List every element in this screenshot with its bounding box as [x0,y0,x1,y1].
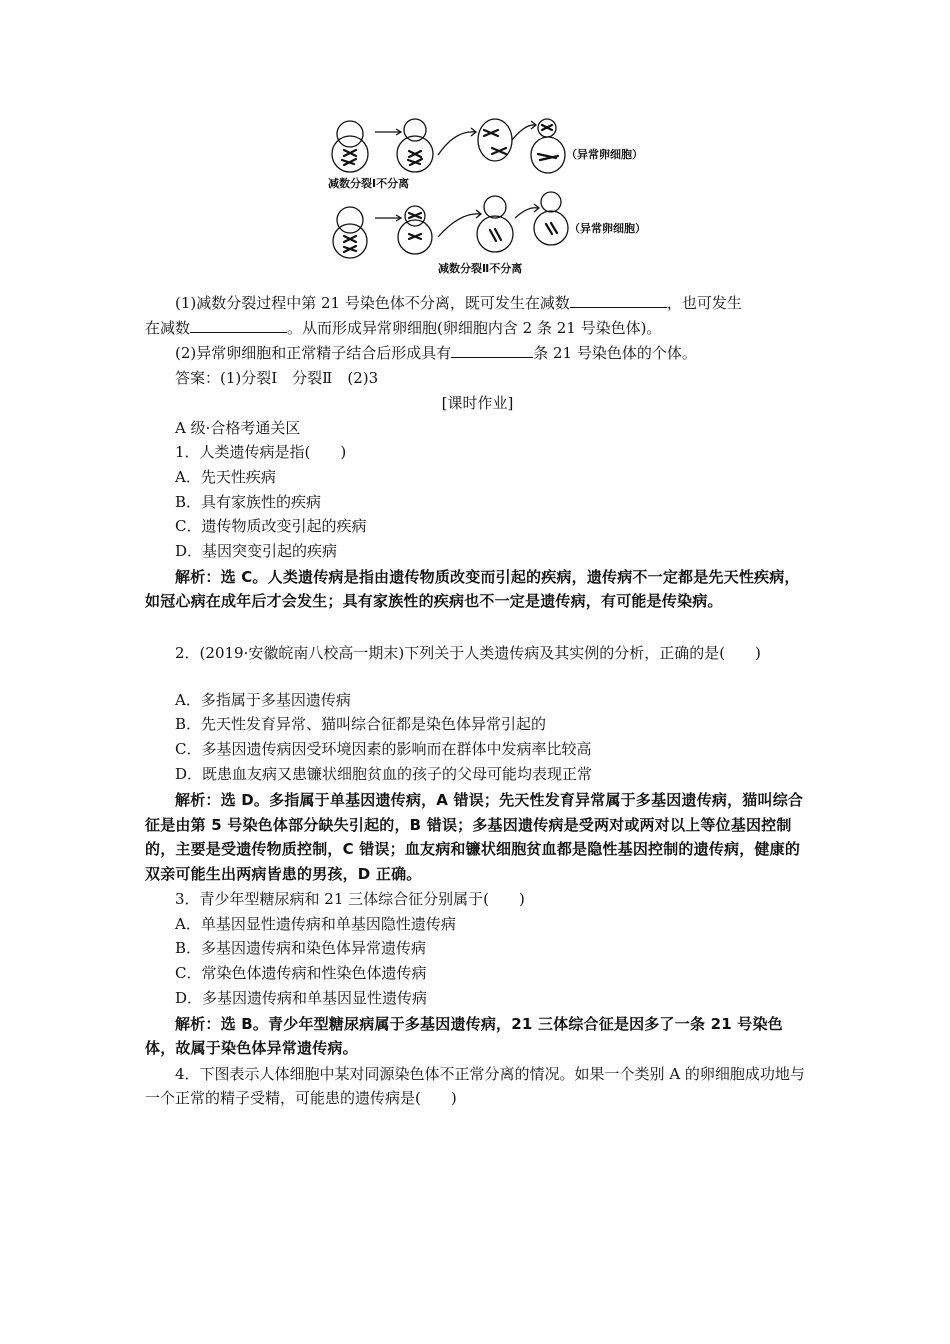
question-1-line-2 [145,318,810,338]
nondisjunction-figure [320,110,660,280]
q3-stem: 3．青少年型糖尿病和 21 三体综合征分别属于( ) [175,890,525,908]
q1-text-d: 。从而形成异常卵细胞(卵细胞内含 2 条 21 号染色体)。 [287,319,662,337]
q3-option-c: C．常染色体遗传病和性染色体遗传病 [175,964,427,982]
q1-text-c: 在减数 [145,319,191,337]
q3-option-a: A．单基因显性遗传病和单基因隐性遗传病 [175,915,456,933]
q2-analysis: 解析：选 D。多指属于单基因遗传病，A 错误；先天性发育异常属于多基因遗传病，猫叫综合征是由第 5 号染色体部分缺失引起的，B 错误；多基因遗传病是受两对或两对以上等位基因控制的，主要是受遗传物质控制，C 错误；血友病和镰状细胞贫血都是隐性基因控制的遗传病，健康的双亲可能生出两病皆患的男孩，D 正确。 [145,791,804,883]
q1-analysis: 解析：选 C。人类遗传病是指由遗传物质改变而引起的疾病，遗传病不一定都是先天性疾病，如冠心病在成年后才会发生；具有家族性的疾病也不一定是遗传病，有可能是传染病。 [145,568,800,610]
q2-stem: 2．(2019·安徽皖南八校高一期末)下列关于人类遗传病及其实例的分析，正确的是( ) [175,644,761,662]
q4-stem: 4．下图表示人体细胞中某对同源染色体不正常分离的情况。如果一个类别 A 的卵细胞成功地与一个正常的精子受精，可能患的遗传病是( ) [145,1065,805,1107]
q2-option-d: D．既患血友病又患镰状细胞贫血的孩子的父母可能均表现正常 [175,765,593,783]
q2-option-c: C．多基因遗传病因受环境因素的影响而在群体中发病率比较高 [175,740,592,758]
q2-option-b: B．先天性发育异常、猫叫综合征都是染色体异常引起的 [175,715,547,733]
q1-option-b: B．具有家族性的疾病 [175,493,322,511]
q1-text-b: ，也可发生 [666,294,742,312]
label-abnormal-egg-1: （异常卵细胞） [566,148,643,161]
q3-option-d: D．多基因遗传病和单基因显性遗传病 [175,989,428,1007]
label-abnormal-egg-2: （异常卵细胞） [569,222,646,235]
q3-option-b: B．多基因遗传病和染色体异常遗传病 [175,939,427,957]
label-meiosis-1-nondisjunction: 减数分裂Ⅰ不分离 [328,177,410,190]
q3-analysis: 解析：选 B。青少年型糖尿病属于多基因遗传病，21 三体综合征是因多了一条 21 号染色体，故属于染色体异常遗传病。 [145,1015,783,1057]
q1-text-a: (1)减数分裂过程中第 21 号染色体不分离，既可发生在减数 [175,294,570,312]
question-1-line-1 [175,293,810,313]
q2-text-a: (2)异常卵细胞和正常精子结合后形成具有 [175,344,452,362]
meiosis-diagram [320,110,660,280]
section-title: [课时作业] [441,394,514,412]
q2-option-a: A．多指属于多基因遗传病 [175,691,351,709]
q1-option-d: D．基因突变引起的疾病 [175,542,338,560]
label-meiosis-2-nondisjunction: 减数分裂Ⅱ不分离 [438,262,523,275]
answer-blank-3[interactable] [451,343,533,358]
q1-option-c: C．遗传物质改变引起的疾病 [175,517,367,535]
level-title: A 级·合格考通关区 [175,419,301,437]
answer-blank-2[interactable] [190,318,287,333]
answer-blank-1[interactable] [570,293,667,308]
question-2-line [175,343,810,363]
q2-text-b: 条 21 号染色体的个体。 [533,344,697,362]
answer-line: 答案：(1)分裂Ⅰ 分裂Ⅱ (2)3 [175,369,379,387]
q1-option-a: A．先天性疾病 [175,468,276,486]
q1-stem: 1．人类遗传病是指( ) [175,443,347,461]
